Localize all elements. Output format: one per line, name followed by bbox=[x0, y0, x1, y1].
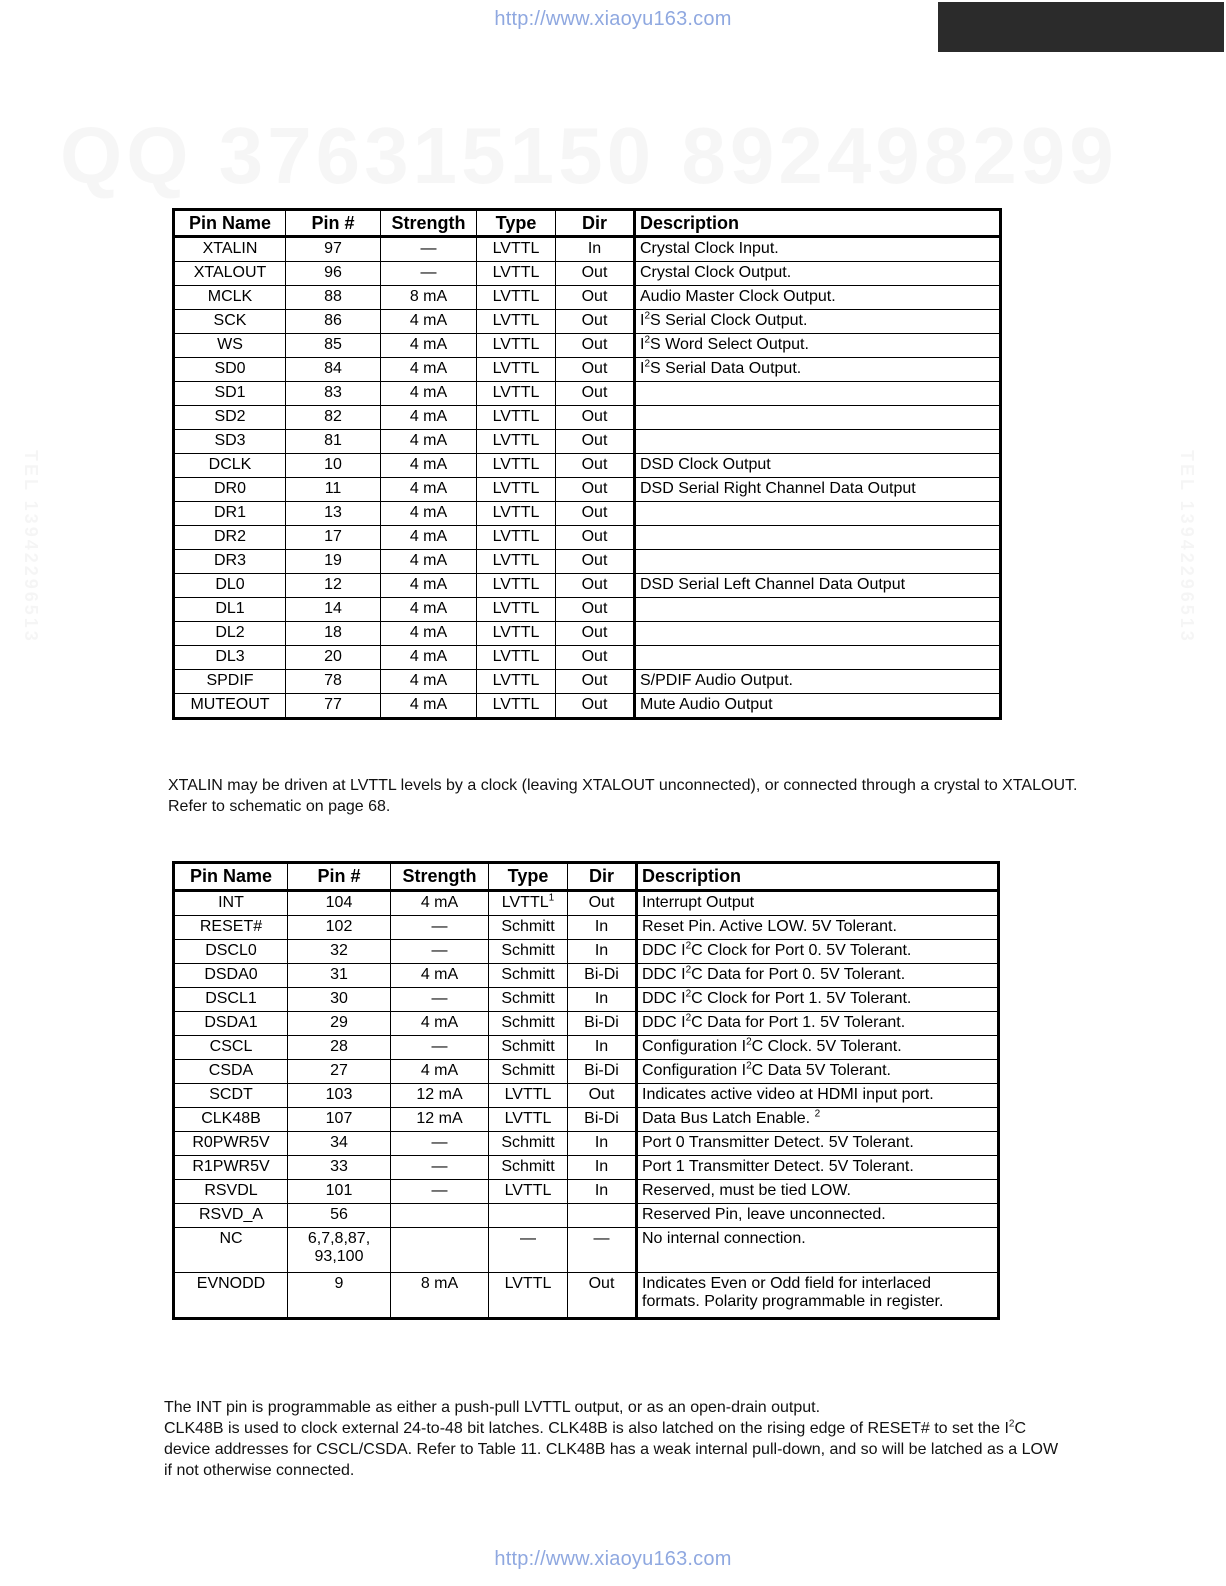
table-row bbox=[174, 1084, 999, 1108]
table-row bbox=[174, 1273, 999, 1319]
cell-description: $I^2S$ Serial Data Output. bbox=[635, 358, 1001, 382]
cell-type: LVTTL bbox=[477, 574, 556, 598]
cell-pin-name: R0PWR5V bbox=[174, 1132, 288, 1156]
cell-pin-number: 20 bbox=[286, 646, 381, 670]
cell-type: Schmitt bbox=[489, 940, 568, 964]
cell-strength: 4 mA bbox=[381, 382, 477, 406]
cell-dir: Out bbox=[556, 286, 635, 310]
cell-strength: 4 mA bbox=[381, 646, 477, 670]
table-row bbox=[174, 574, 1001, 598]
cell-pin-name: MUTEOUT bbox=[174, 694, 286, 719]
cell-strength: 4 mA bbox=[381, 334, 477, 358]
cell-type: Schmitt bbox=[489, 1060, 568, 1084]
cell-description: DDC $I^2C$ Data for Port 1. 5V Tolerant. bbox=[637, 1012, 999, 1036]
cell-strength: 12 mA bbox=[391, 1108, 489, 1132]
table-row bbox=[174, 502, 1001, 526]
cell-dir: Bi-Di bbox=[568, 1060, 637, 1084]
pin-table-control bbox=[172, 861, 1000, 1320]
cell-dir: Out bbox=[556, 598, 635, 622]
cell-type: LVTTL bbox=[477, 334, 556, 358]
table-row bbox=[174, 1156, 999, 1180]
note-clk48b: CLK48B is used to clock external 24-to-48 bit latches. CLK48B is also latched on the rising edge of RESET# to set the $I^2C$ device addresses for CSCL/CSDA. Refer to Table 11. CLK48B has a weak internal pull-down, and so will be latched as a LOW if not otherwise connected. bbox=[164, 1418, 1059, 1479]
cell-type: Schmitt bbox=[489, 1012, 568, 1036]
cell-dir: Out bbox=[556, 310, 635, 334]
cell-pin-name: DR3 bbox=[174, 550, 286, 574]
cell-pin-name: DSDA0 bbox=[174, 964, 288, 988]
cell-strength: 4 mA bbox=[381, 598, 477, 622]
cell-pin-number: 6,7,8,87, 93,100 bbox=[288, 1228, 391, 1273]
cell-pin-number: 12 bbox=[286, 574, 381, 598]
table-row bbox=[174, 237, 1001, 262]
table-row bbox=[174, 1036, 999, 1060]
cell-type: LVTTL bbox=[477, 670, 556, 694]
cell-pin-number: 33 bbox=[288, 1156, 391, 1180]
cell-dir: Out bbox=[556, 646, 635, 670]
table-row bbox=[174, 1108, 999, 1132]
cell-pin-name: DL0 bbox=[174, 574, 286, 598]
column-header-description: Description bbox=[635, 210, 1001, 237]
header-url[interactable]: http://www.xiaoyu163.com bbox=[494, 8, 732, 30]
cell-type: LVTTL bbox=[477, 622, 556, 646]
cell-dir: In bbox=[568, 1180, 637, 1204]
cell-strength: 4 mA bbox=[391, 1060, 489, 1084]
cell-dir: Out bbox=[556, 262, 635, 286]
table-row bbox=[174, 670, 1001, 694]
cell-type: LVTTL bbox=[477, 646, 556, 670]
table-row bbox=[174, 598, 1001, 622]
cell-pin-number: 30 bbox=[288, 988, 391, 1012]
cell-dir: Bi-Di bbox=[568, 1012, 637, 1036]
cell-pin-number: 78 bbox=[286, 670, 381, 694]
cell-pin-name: MCLK bbox=[174, 286, 286, 310]
cell-dir: Out bbox=[556, 454, 635, 478]
cell-pin-name: R1PWR5V bbox=[174, 1156, 288, 1180]
cell-pin-name: DL3 bbox=[174, 646, 286, 670]
table-row bbox=[174, 891, 999, 916]
cell-description: Indicates Even or Odd field for interlaced formats. Polarity programmable in register. bbox=[637, 1273, 999, 1319]
cell-strength: — bbox=[391, 1180, 489, 1204]
cell-strength: 4 mA bbox=[391, 1012, 489, 1036]
cell-pin-number: 19 bbox=[286, 550, 381, 574]
cell-type: Schmitt bbox=[489, 964, 568, 988]
cell-dir: In bbox=[568, 940, 637, 964]
cell-pin-number: 28 bbox=[288, 1036, 391, 1060]
cell-pin-number: 84 bbox=[286, 358, 381, 382]
cell-description: DDC $I^2C$ Data for Port 0. 5V Tolerant. bbox=[637, 964, 999, 988]
cell-pin-name: XTALIN bbox=[174, 237, 286, 262]
table-row bbox=[174, 964, 999, 988]
cell-pin-name: WS bbox=[174, 334, 286, 358]
table-row bbox=[174, 1132, 999, 1156]
cell-description: Audio Master Clock Output. bbox=[635, 286, 1001, 310]
cell-dir: Out bbox=[568, 1084, 637, 1108]
cell-pin-number: 27 bbox=[288, 1060, 391, 1084]
cell-strength: 4 mA bbox=[381, 430, 477, 454]
table-row bbox=[174, 550, 1001, 574]
cell-pin-name: DR1 bbox=[174, 502, 286, 526]
cell-description: Port 1 Transmitter Detect. 5V Tolerant. bbox=[637, 1156, 999, 1180]
column-header-dir: Dir bbox=[568, 863, 637, 891]
table-row bbox=[174, 940, 999, 964]
cell-pin-number: 56 bbox=[288, 1204, 391, 1228]
int-clk48b-notes bbox=[164, 1397, 1064, 1481]
cell-pin-name: SCK bbox=[174, 310, 286, 334]
cell-pin-name: SD2 bbox=[174, 406, 286, 430]
cell-dir: Out bbox=[556, 526, 635, 550]
cell-pin-name: RSVDL bbox=[174, 1180, 288, 1204]
cell-dir: Out bbox=[556, 382, 635, 406]
table-row bbox=[174, 358, 1001, 382]
cell-strength: 4 mA bbox=[381, 526, 477, 550]
cell-description bbox=[635, 526, 1001, 550]
cell-pin-name: CLK48B bbox=[174, 1108, 288, 1132]
cell-dir: In bbox=[568, 1132, 637, 1156]
cell-strength: 4 mA bbox=[381, 502, 477, 526]
cell-type: LVTTL bbox=[477, 454, 556, 478]
table-row bbox=[174, 988, 999, 1012]
table-row bbox=[174, 430, 1001, 454]
cell-dir: Out bbox=[556, 694, 635, 719]
cell-pin-number: 32 bbox=[288, 940, 391, 964]
footer-url[interactable]: http://www.xiaoyu163.com bbox=[494, 1548, 732, 1570]
column-header-description: Description bbox=[637, 863, 999, 891]
cell-pin-name: RSVD_A bbox=[174, 1204, 288, 1228]
cell-description: No internal connection. bbox=[637, 1228, 999, 1273]
cell-dir: Out bbox=[556, 478, 635, 502]
cell-dir: Out bbox=[556, 430, 635, 454]
column-header-strength: Strength bbox=[381, 210, 477, 237]
cell-description: DDC $I^2C$ Clock for Port 0. 5V Tolerant. bbox=[637, 940, 999, 964]
cell-dir: Out bbox=[568, 891, 637, 916]
cell-strength: 8 mA bbox=[381, 286, 477, 310]
cell-dir: Out bbox=[556, 550, 635, 574]
table-row bbox=[174, 622, 1001, 646]
column-header-pin-number: Pin # bbox=[286, 210, 381, 237]
cell-type: LVTTL bbox=[489, 1108, 568, 1132]
cell-dir: Out bbox=[556, 406, 635, 430]
cell-pin-name: SD1 bbox=[174, 382, 286, 406]
cell-description: DDC $I^2C$ Clock for Port 1. 5V Tolerant. bbox=[637, 988, 999, 1012]
cell-description: Interrupt Output bbox=[637, 891, 999, 916]
cell-description: Reset Pin. Active LOW. 5V Tolerant. bbox=[637, 916, 999, 940]
table-row bbox=[174, 646, 1001, 670]
cell-dir: In bbox=[568, 1036, 637, 1060]
cell-pin-number: 83 bbox=[286, 382, 381, 406]
cell-description bbox=[635, 502, 1001, 526]
cell-strength: 4 mA bbox=[391, 964, 489, 988]
cell-strength: 4 mA bbox=[381, 574, 477, 598]
cell-type: LVTTL bbox=[489, 1084, 568, 1108]
column-header-type: Type bbox=[489, 863, 568, 891]
watermark-qq bbox=[60, 110, 1180, 202]
table-row bbox=[174, 310, 1001, 334]
cell-pin-name: INT bbox=[174, 891, 288, 916]
cell-type: LVTTL$^1$ bbox=[489, 891, 568, 916]
table-row bbox=[174, 526, 1001, 550]
cell-dir: In bbox=[568, 1156, 637, 1180]
cell-pin-number: 88 bbox=[286, 286, 381, 310]
cell-pin-number: 104 bbox=[288, 891, 391, 916]
cell-pin-name: DL1 bbox=[174, 598, 286, 622]
table-row bbox=[174, 1180, 999, 1204]
cell-strength: 4 mA bbox=[381, 406, 477, 430]
cell-pin-number: 77 bbox=[286, 694, 381, 719]
cell-strength: 4 mA bbox=[381, 454, 477, 478]
cell-pin-name: CSDA bbox=[174, 1060, 288, 1084]
cell-type: LVTTL bbox=[477, 382, 556, 406]
cell-strength: — bbox=[391, 1156, 489, 1180]
cell-pin-name: DR2 bbox=[174, 526, 286, 550]
cell-pin-number: 86 bbox=[286, 310, 381, 334]
cell-description: DSD Serial Right Channel Data Output bbox=[635, 478, 1001, 502]
table-row bbox=[174, 286, 1001, 310]
cell-strength: 12 mA bbox=[391, 1084, 489, 1108]
cell-description: $I^2S$ Serial Clock Output. bbox=[635, 310, 1001, 334]
cell-type: LVTTL bbox=[489, 1180, 568, 1204]
column-header-type: Type bbox=[477, 210, 556, 237]
cell-type: LVTTL bbox=[477, 550, 556, 574]
cell-type: LVTTL bbox=[477, 237, 556, 262]
watermark-right-side bbox=[1176, 450, 1197, 644]
cell-dir: Out bbox=[556, 358, 635, 382]
cell-dir: — bbox=[568, 1228, 637, 1273]
cell-type: LVTTL bbox=[477, 598, 556, 622]
cell-type: LVTTL bbox=[477, 310, 556, 334]
cell-strength: 4 mA bbox=[381, 622, 477, 646]
cell-dir: Out bbox=[556, 622, 635, 646]
cell-dir: Out bbox=[556, 334, 635, 358]
cell-strength bbox=[391, 1204, 489, 1228]
cell-strength: — bbox=[391, 1036, 489, 1060]
cell-description: Port 0 Transmitter Detect. 5V Tolerant. bbox=[637, 1132, 999, 1156]
cell-pin-number: 81 bbox=[286, 430, 381, 454]
cell-strength: 4 mA bbox=[381, 310, 477, 334]
cell-strength: 4 mA bbox=[381, 550, 477, 574]
cell-pin-number: 102 bbox=[288, 916, 391, 940]
cell-pin-number: 103 bbox=[288, 1084, 391, 1108]
pin-table-audio bbox=[172, 208, 1002, 720]
cell-strength: — bbox=[381, 262, 477, 286]
table-row bbox=[174, 1204, 999, 1228]
cell-type: Schmitt bbox=[489, 1156, 568, 1180]
cell-description: Reserved, must be tied LOW. bbox=[637, 1180, 999, 1204]
cell-type: LVTTL bbox=[477, 478, 556, 502]
cell-dir: Out bbox=[568, 1273, 637, 1319]
cell-description bbox=[635, 382, 1001, 406]
cell-pin-number: 101 bbox=[288, 1180, 391, 1204]
table-row bbox=[174, 406, 1001, 430]
cell-strength: 4 mA bbox=[381, 670, 477, 694]
cell-strength: — bbox=[391, 1132, 489, 1156]
cell-type: Schmitt bbox=[489, 988, 568, 1012]
cell-pin-name: DSCL1 bbox=[174, 988, 288, 1012]
cell-strength: — bbox=[391, 988, 489, 1012]
cell-pin-name: SPDIF bbox=[174, 670, 286, 694]
cell-dir: In bbox=[568, 916, 637, 940]
table-row bbox=[174, 1060, 999, 1084]
table-row bbox=[174, 382, 1001, 406]
cell-pin-number: 82 bbox=[286, 406, 381, 430]
cell-strength: 4 mA bbox=[391, 891, 489, 916]
cell-pin-name: SCDT bbox=[174, 1084, 288, 1108]
column-header-strength: Strength bbox=[391, 863, 489, 891]
cell-description: Mute Audio Output bbox=[635, 694, 1001, 719]
cell-description: Reserved Pin, leave unconnected. bbox=[637, 1204, 999, 1228]
table-row bbox=[174, 694, 1001, 719]
cell-type bbox=[489, 1204, 568, 1228]
cell-pin-number: 10 bbox=[286, 454, 381, 478]
cell-type: Schmitt bbox=[489, 1132, 568, 1156]
cell-description: Indicates active video at HDMI input port. bbox=[637, 1084, 999, 1108]
cell-pin-name: SD0 bbox=[174, 358, 286, 382]
cell-strength bbox=[391, 1228, 489, 1273]
cell-description bbox=[635, 646, 1001, 670]
cell-description: Data Bus Latch Enable. $^2$ bbox=[637, 1108, 999, 1132]
cell-description: DSD Serial Left Channel Data Output bbox=[635, 574, 1001, 598]
note-int: The INT pin is programmable as either a push-pull LVTTL output, or as an open-drain output. bbox=[164, 1399, 821, 1416]
cell-type: LVTTL bbox=[477, 358, 556, 382]
header-black-bar bbox=[938, 2, 1224, 52]
cell-type: LVTTL bbox=[477, 694, 556, 719]
cell-strength: 8 mA bbox=[391, 1273, 489, 1319]
cell-dir: Bi-Di bbox=[568, 1108, 637, 1132]
table-row bbox=[174, 1228, 999, 1273]
cell-pin-name: RESET# bbox=[174, 916, 288, 940]
cell-pin-name: DR0 bbox=[174, 478, 286, 502]
cell-strength: — bbox=[381, 237, 477, 262]
cell-type: — bbox=[489, 1228, 568, 1273]
cell-type: LVTTL bbox=[477, 262, 556, 286]
cell-pin-number: 13 bbox=[286, 502, 381, 526]
cell-pin-number: 17 bbox=[286, 526, 381, 550]
note-paragraph: XTALIN may be driven at LVTTL levels by a clock (leaving XTALOUT unconnected), or connected through a crystal to XTALOUT. Refer to schematic on page 68. bbox=[168, 777, 1078, 815]
table-header-row bbox=[174, 210, 1001, 237]
cell-description bbox=[635, 406, 1001, 430]
table-row bbox=[174, 478, 1001, 502]
cell-description: Crystal Clock Output. bbox=[635, 262, 1001, 286]
cell-strength: — bbox=[391, 940, 489, 964]
cell-pin-name: DSCL0 bbox=[174, 940, 288, 964]
column-header-dir: Dir bbox=[556, 210, 635, 237]
cell-pin-name: XTALOUT bbox=[174, 262, 286, 286]
table-row bbox=[174, 916, 999, 940]
cell-strength: — bbox=[391, 916, 489, 940]
cell-dir: In bbox=[556, 237, 635, 262]
cell-pin-number: 96 bbox=[286, 262, 381, 286]
cell-description bbox=[635, 550, 1001, 574]
cell-dir: Out bbox=[556, 574, 635, 598]
watermark-left-side bbox=[20, 450, 41, 644]
table-header-row bbox=[174, 863, 999, 891]
cell-pin-number: 34 bbox=[288, 1132, 391, 1156]
cell-pin-name: EVNODD bbox=[174, 1273, 288, 1319]
cell-type: Schmitt bbox=[489, 916, 568, 940]
cell-description: Configuration $I^2C$ Clock. 5V Tolerant. bbox=[637, 1036, 999, 1060]
xtal-note bbox=[168, 775, 1088, 817]
cell-pin-number: 14 bbox=[286, 598, 381, 622]
cell-dir bbox=[568, 1204, 637, 1228]
table-row bbox=[174, 334, 1001, 358]
cell-pin-name: SD3 bbox=[174, 430, 286, 454]
cell-description: $I^2S$ Word Select Output. bbox=[635, 334, 1001, 358]
cell-pin-name: DCLK bbox=[174, 454, 286, 478]
cell-pin-number: 11 bbox=[286, 478, 381, 502]
cell-strength: 4 mA bbox=[381, 478, 477, 502]
table-row bbox=[174, 454, 1001, 478]
cell-pin-name: NC bbox=[174, 1228, 288, 1273]
cell-dir: Out bbox=[556, 502, 635, 526]
cell-pin-number: 18 bbox=[286, 622, 381, 646]
cell-description: Configuration $I^2C$ Data 5V Tolerant. bbox=[637, 1060, 999, 1084]
cell-description: S/PDIF Audio Output. bbox=[635, 670, 1001, 694]
cell-description bbox=[635, 622, 1001, 646]
cell-description: Crystal Clock Input. bbox=[635, 237, 1001, 262]
cell-type: Schmitt bbox=[489, 1036, 568, 1060]
cell-dir: Out bbox=[556, 670, 635, 694]
cell-pin-number: 97 bbox=[286, 237, 381, 262]
cell-type: LVTTL bbox=[477, 406, 556, 430]
cell-description: DSD Clock Output bbox=[635, 454, 1001, 478]
cell-description bbox=[635, 598, 1001, 622]
cell-pin-number: 107 bbox=[288, 1108, 391, 1132]
table-row bbox=[174, 262, 1001, 286]
cell-strength: 4 mA bbox=[381, 694, 477, 719]
cell-pin-number: 29 bbox=[288, 1012, 391, 1036]
cell-type: LVTTL bbox=[489, 1273, 568, 1319]
cell-strength: 4 mA bbox=[381, 358, 477, 382]
cell-type: LVTTL bbox=[477, 430, 556, 454]
cell-type: LVTTL bbox=[477, 502, 556, 526]
cell-pin-number: 85 bbox=[286, 334, 381, 358]
cell-dir: Bi-Di bbox=[568, 964, 637, 988]
cell-pin-name: DL2 bbox=[174, 622, 286, 646]
column-header-pin-number: Pin # bbox=[288, 863, 391, 891]
cell-pin-number: 31 bbox=[288, 964, 391, 988]
column-header-pin-name: Pin Name bbox=[174, 210, 286, 237]
cell-description bbox=[635, 430, 1001, 454]
cell-dir: In bbox=[568, 988, 637, 1012]
cell-type: LVTTL bbox=[477, 526, 556, 550]
cell-pin-number: 9 bbox=[288, 1273, 391, 1319]
cell-type: LVTTL bbox=[477, 286, 556, 310]
cell-pin-name: DSDA1 bbox=[174, 1012, 288, 1036]
cell-pin-name: CSCL bbox=[174, 1036, 288, 1060]
column-header-pin-name: Pin Name bbox=[174, 863, 288, 891]
table-row bbox=[174, 1012, 999, 1036]
